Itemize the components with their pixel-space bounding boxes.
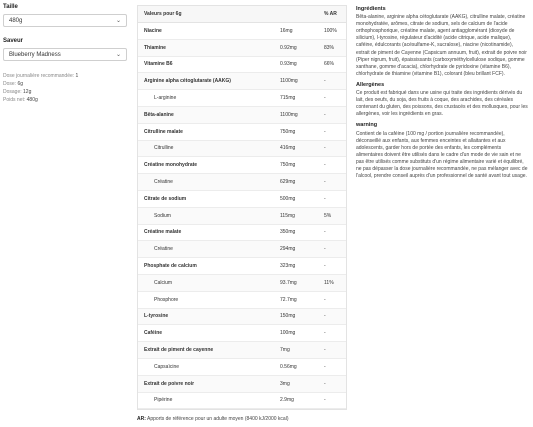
nutrition-table [137, 5, 347, 410]
row-ar: - [324, 263, 326, 270]
row-name: Extrait de piment de cayenne [144, 347, 214, 354]
row-ar: - [324, 313, 326, 320]
row-ar: - [324, 330, 326, 337]
row-qty: 500mg [280, 195, 296, 202]
warning-text: Contient de la caféine (100 mg / portion journalière recommandée), déconseillé aux enfants, aux femmes enceintes et allaitantes et aux adolescents, garder hors de portée des enfants, les compléments alimentaires doivent être utilisés dans le cadre d'un mode de vie sain et ne pas être utilisés comme substituts d'un régime alimentaire varié et équilibré, ne pas dépasser la dose journalière recommandée, ne pas mélanger avec de l'alcool, prendre conseil auprès d'un professionnel de santé avant tout usage. [356, 130, 528, 180]
table-row [138, 191, 346, 208]
table-row [138, 325, 346, 342]
table-row [138, 90, 346, 107]
flavor-select-value: Blueberry Madness [9, 51, 61, 58]
row-ar: - [324, 347, 326, 354]
row-ar: - [324, 229, 326, 236]
row-qty: 350mg [280, 229, 296, 236]
row-qty: 3mg [280, 380, 290, 387]
row-qty: 0.92mg [280, 44, 297, 51]
row-name: Citrulline malate [144, 128, 183, 135]
meta-dose: Dose: 6g [3, 81, 24, 87]
table-footnote: AR: Apports de référence pour un adulte moyen (8400 kJ/2000 kcal) [137, 416, 289, 422]
row-ar: - [324, 111, 326, 118]
row-qty: 416mg [280, 145, 296, 152]
row-qty: 0.93mg [280, 61, 297, 68]
table-row [138, 174, 346, 191]
row-qty: 323mg [280, 263, 296, 270]
row-qty: 7mg [280, 347, 290, 354]
warning-title: warning [356, 122, 378, 129]
row-ar: 100% [324, 27, 337, 34]
ingredients-title: Ingrédients [356, 6, 386, 12]
row-qty: 115mg [280, 212, 295, 219]
dosage-info [3, 72, 127, 104]
row-ar: 66% [324, 61, 335, 68]
row-qty: 715mg [280, 95, 296, 102]
row-ar: 83% [324, 44, 335, 51]
table-row [138, 40, 346, 57]
row-qty: 72.7mg [280, 296, 297, 303]
row-ar: - [324, 363, 326, 370]
table-row [138, 73, 346, 90]
allergens-text: Ce produit est fabriqué dans une usine qui traite des ingrédients dérivés du lait, des oeufs, du soja, des fruits à coque, des arachides, des céréales contenant du gluten, des poissons, des crustacés et des mollusques, pour les allergènes, voir les ingrédients en gras. [356, 90, 528, 118]
row-qty: 93.7mg [280, 279, 297, 286]
table-header [138, 6, 346, 23]
row-ar: - [324, 380, 326, 387]
table-row [138, 342, 346, 359]
table-row [138, 309, 346, 326]
row-name: Phosphate de calcium [144, 263, 197, 270]
flavor-label: Saveur [3, 38, 24, 44]
row-qty: 150mg [280, 313, 296, 320]
row-qty: 629mg [280, 179, 296, 186]
row-qty: 100mg [280, 330, 296, 337]
table-row [138, 393, 346, 410]
row-ar: - [324, 195, 326, 202]
row-name: Citrate de sodium [144, 195, 187, 202]
row-name: Bêta-alanine [144, 111, 174, 118]
row-qty: 0.56mg [280, 363, 297, 370]
row-name: Calcium [154, 279, 173, 286]
table-row [138, 157, 346, 174]
table-row [138, 57, 346, 74]
table-row [138, 225, 346, 242]
meta-dosage: Dosage: 12g [3, 89, 32, 95]
row-name: Sodium [154, 212, 171, 219]
row-ar: - [324, 296, 326, 303]
table-row [138, 23, 346, 40]
table-row [138, 292, 346, 309]
row-ar: - [324, 179, 326, 186]
flavor-select[interactable] [3, 48, 127, 61]
row-ar: - [324, 246, 326, 253]
table-row [138, 359, 346, 376]
row-ar: - [324, 397, 326, 404]
meta-net-weight: Poids net: 480g [3, 97, 38, 103]
table-row [138, 376, 346, 393]
ingredients-text: Bêta-alanine, arginine alpha cétoglutarate (AAKG), citrulline malate, créatine monohydratée, arômes, citrate de sodium, sels de calcium de l'acide orthophosphorique, créatine malate, agent antiagglomérant (dioxyde de silicium), l-tyrosine, régulateur d'acidité (acide citrique, acide malique), caféine, édulcorants (acésulfame-K, sucralose), niacine (nicotinamide), extrait de piment de Cayenne (Capsicum annuum, fruit), extrait de poivre noir (Piper nigrum, fruit), épaississants (carboxyméthylcellulose sodique, gomme xanthane, gomme d'acacia), chlorhydrate de pyridoxine (vitamine B6), chlorhydrate de thiamine (vitamine B1), colorant (bleu brillant FCF). [356, 14, 527, 77]
row-qty: 1100mg [280, 78, 298, 85]
row-name: Vitamine B6 [144, 61, 173, 68]
table-body [138, 23, 346, 409]
table-row [138, 208, 346, 225]
row-qty: 16mg [280, 27, 293, 34]
product-details [356, 6, 528, 184]
row-name: L-tyrosine [144, 313, 169, 320]
table-row [138, 141, 346, 158]
table-row [138, 107, 346, 124]
row-name: Phosphore [154, 296, 179, 303]
row-name: Créatine [154, 179, 173, 186]
row-name: Créatine monohydrate [144, 162, 198, 169]
row-ar: 11% [324, 279, 334, 286]
row-ar: - [324, 128, 326, 135]
row-ar: - [324, 162, 326, 169]
row-name: Capsaïcine [154, 363, 180, 370]
row-ar: - [324, 145, 326, 152]
row-name: Citrulline [154, 145, 174, 152]
row-name: Caféine [144, 330, 163, 337]
row-name: Arginine alpha cétoglutarate (AAKG) [144, 78, 231, 85]
row-qty: 750mg [280, 162, 296, 169]
row-name: Créatine malate [144, 229, 182, 236]
row-name: Créatine [154, 246, 173, 253]
row-name: Pipérine [154, 397, 173, 404]
row-ar: - [324, 95, 326, 102]
table-row [138, 258, 346, 275]
size-select[interactable] [3, 14, 127, 27]
row-name: L-arginine [154, 95, 177, 102]
product-options [3, 4, 127, 104]
meta-daily-dose: Dose journalière recommandée: 1 [3, 73, 79, 79]
size-select-value: 480g [9, 17, 23, 24]
chevron-down-icon: ⌄ [115, 18, 121, 24]
table-row [138, 124, 346, 141]
row-qty: 2.9mg [280, 397, 294, 404]
row-qty: 294mg [280, 246, 296, 253]
row-ar: - [324, 78, 326, 85]
header-ar: % AR [324, 11, 337, 17]
table-row [138, 275, 346, 292]
row-name: Thiamine [144, 44, 166, 51]
size-label: Taille [3, 4, 18, 10]
row-qty: 1100mg [280, 111, 298, 118]
row-qty: 750mg [280, 128, 296, 135]
chevron-down-icon: ⌄ [115, 52, 121, 58]
allergens-title: Allergènes [356, 81, 385, 88]
row-ar: 5% [324, 212, 332, 219]
row-name: Niacine [144, 27, 162, 34]
table-row [138, 241, 346, 258]
row-name: Extrait de poivre noir [144, 380, 195, 387]
header-name: Valeurs pour 6g [144, 11, 182, 17]
